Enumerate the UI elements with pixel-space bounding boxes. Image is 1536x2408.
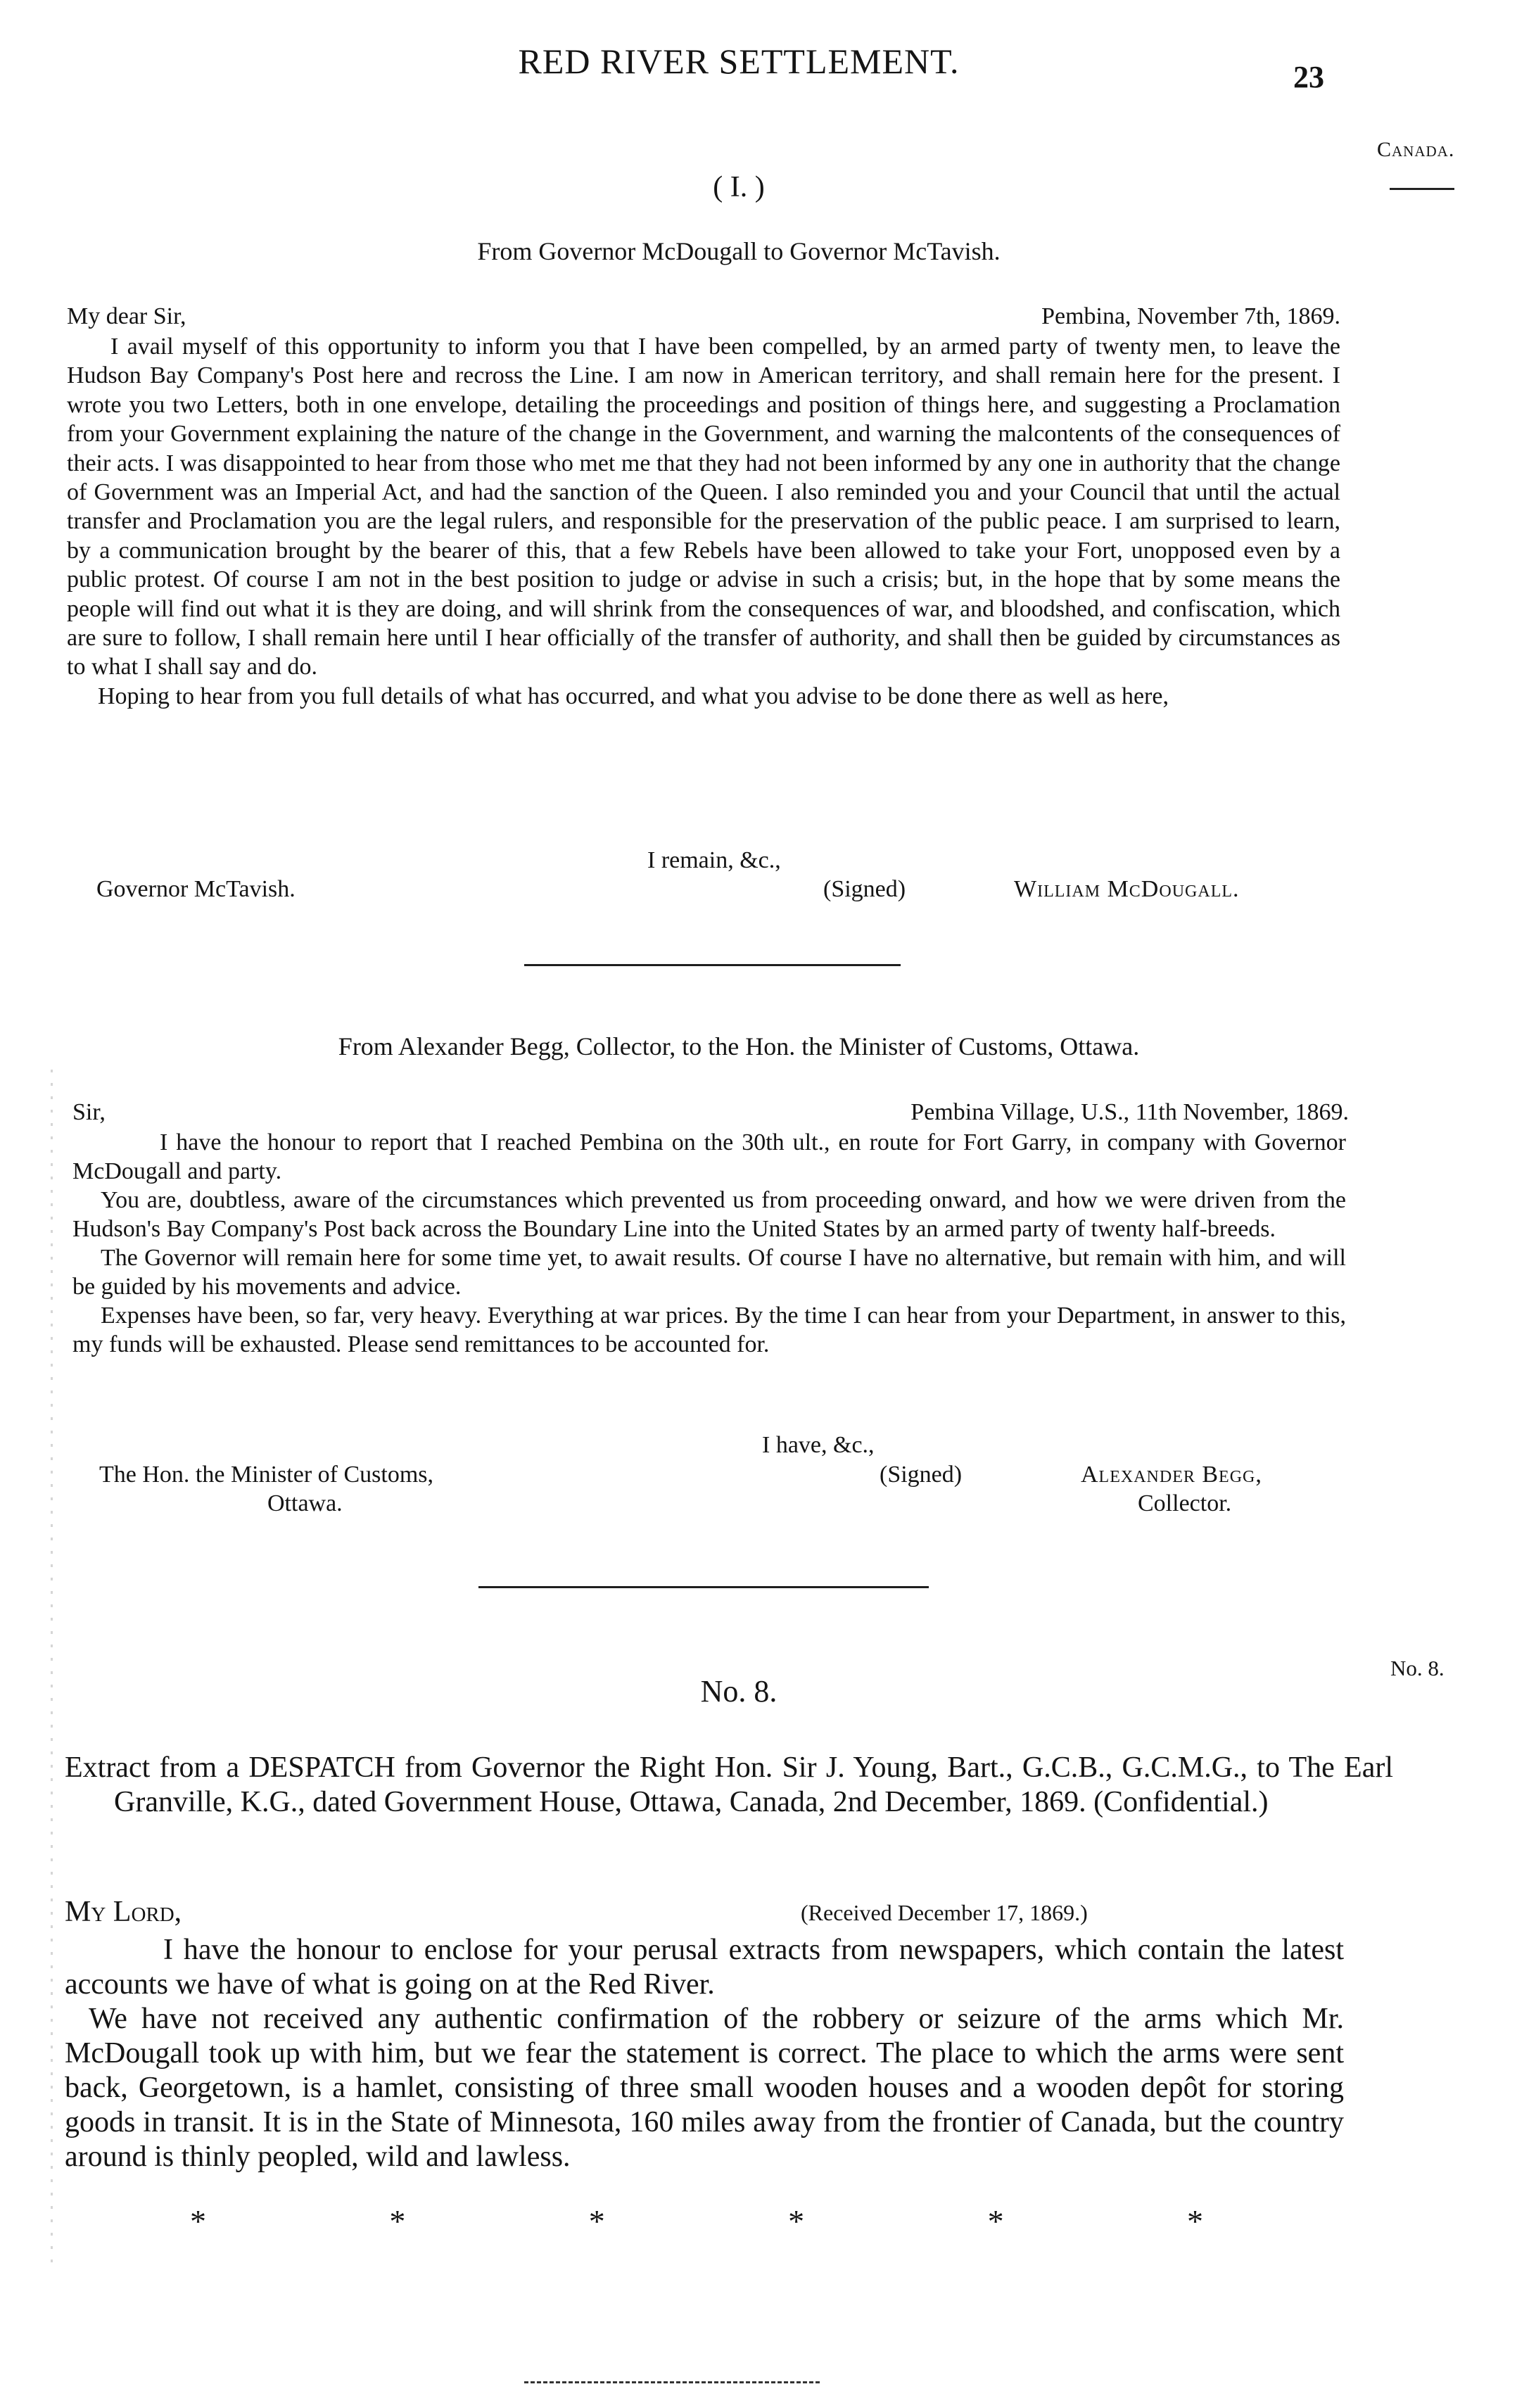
section-divider [524, 964, 901, 966]
despatch-salutation: My Lord, [65, 1896, 182, 1928]
letter2-body [72, 1128, 1346, 1359]
letter2-paragraph-2: You are, doubtless, aware of the circumstances which prevented us from proceeding onward, and how we were driven from the Hudson's Bay Company's Post back across the Boundary Line into the United States by an armed party of twenty half-breeds. [72, 1187, 1346, 1242]
letter1-salutation: My dear Sir, [67, 303, 186, 329]
letter-number: ( I. ) [713, 171, 765, 203]
letter1-body [67, 332, 1340, 711]
letter2-paragraph-4: Expenses have been, so far, very heavy. Everything at war prices. By the time I can hear from your Department, in answer to this, my funds will be exhausted. Please send remittances to be accounted for. [72, 1303, 1346, 1357]
letter1-signature: William McDougall. [1014, 876, 1240, 902]
letter1-paragraph-1: I avail myself of this opportunity to inform you that I have been compelled, by an armed party of twenty men, to leave the Hudson Bay Company's Post here and recross the Line. I am now in American territory, and shall remain here for the present. I wrote you two Letters, both in one envelope, detailing the proceedings and position of things here, and suggesting a Proclamation from your Government explaining the nature of the change in the Government, and warning the malcontents of the consequences of their acts. I was disappointed to hear from those who met me that they had not been informed by any one in authority that the change of Government was an Imperial Act, and had the sanction of the Queen. I also reminded you and your Council that until the actual transfer and Proclamation you are the legal rulers, and responsible for the preservation of the public peace. I am surprised to learn, by a communication brought by the bearer of this, that a few Rebels have been allowed to take your Fort, unopposed even by a public protest. Of course I am not in the best position to judge or advise in such a crisis; but, in the hope that by some means the people will find out what it is they are doing, and will shrink from the consequences of war, and bloodshed, and confiscation, which are sure to follow, I shall remain here until I hear officially of the transfer of authority, and shall then be guided by circumstances as to what I shall say and do. [67, 334, 1340, 680]
omission-star: * [1186, 2203, 1203, 2239]
letter2-signature-title: Collector. [1138, 1490, 1232, 1516]
despatch-received-date: (Received December 17, 1869.) [801, 1900, 1088, 1925]
despatch-heading: Extract from a DESPATCH from Governor the Right Hon. Sir J. Young, Bart., G.C.B., G.C.M.G., to The Earl Granville, K.G., dated Government House, Ottawa, Canada, 2nd December, 1869. (Confidential.) [65, 1751, 1393, 1818]
omission-star: * [788, 2203, 805, 2239]
section-divider-2 [478, 1586, 929, 1588]
footer-dashed-rule [524, 2381, 820, 2383]
letter2-from-line: From Alexander Begg, Collector, to the Hon. the Minister of Customs, Ottawa. [338, 1032, 1140, 1060]
letter2-signature: Alexander Begg, [1081, 1462, 1262, 1488]
letter1-from-line: From Governor McDougall to Governor McTavish. [477, 237, 1001, 265]
letter2-addressee-line1: The Hon. the Minister of Customs, [99, 1462, 434, 1488]
despatch-body [65, 1933, 1344, 2174]
margin-note-no8: No. 8. [1390, 1656, 1445, 1680]
omission-star: * [389, 2203, 406, 2239]
letter2-paragraph-1: I have the honour to report that I reached Pembina on the 30th ult., en route for Fort Garry, in company with Governor McDougall and party. [72, 1129, 1346, 1184]
margin-note-canada: Canada. [1377, 138, 1455, 161]
omission-star: * [588, 2203, 605, 2239]
letter2-salutation: Sir, [72, 1099, 106, 1125]
letter1-addressee: Governor McTavish. [96, 876, 296, 902]
running-header-title: RED RIVER SETTLEMENT. [518, 42, 960, 81]
despatch-number: No. 8. [700, 1674, 777, 1709]
despatch-paragraph-1: I have the honour to enclose for your perusal extracts from newspapers, which contain the latest accounts we have of what is going on at the Red River. [65, 1934, 1344, 2001]
despatch-paragraph-2: We have not received any authentic confirmation of the robbery or seizure of the arms which Mr. McDougall took up with him, but we fear the statement is correct. The place to which the arms were sent back, Georgetown, is a hamlet, consisting of three small wooden houses and a wooden depôt for storing goods in transit. It is in the State of Minnesota, 160 miles away from the frontier of Canada, but the country around is thinly peopled, wild and lawless. [65, 2003, 1344, 2173]
letter2-addressee-line2: Ottawa. [267, 1490, 343, 1516]
omission-star: * [987, 2203, 1004, 2239]
letter2-place-date: Pembina Village, U.S., 11th November, 1869. [910, 1099, 1349, 1125]
letter2-closing: I have, &c., [762, 1432, 875, 1458]
omission-star: * [190, 2203, 206, 2239]
omission-stars [190, 2203, 1203, 2240]
letter1-place-date: Pembina, November 7th, 1869. [1041, 303, 1340, 329]
letter2-paragraph-3: The Governor will remain here for some time yet, to await results. Of course I have no alternative, but remain with him, and will be guided by his movements and advice. [72, 1245, 1346, 1300]
margin-scan-artifact [51, 1070, 53, 2266]
page-number: 23 [1293, 60, 1324, 94]
letter1-signed: (Signed) [823, 876, 906, 902]
letter1-paragraph-2: Hoping to hear from you full details of what has occurred, and what you advise to be done there as well as here, [98, 683, 1169, 709]
letter2-signed: (Signed) [880, 1462, 963, 1488]
letter1-closing: I remain, &c., [647, 847, 781, 873]
